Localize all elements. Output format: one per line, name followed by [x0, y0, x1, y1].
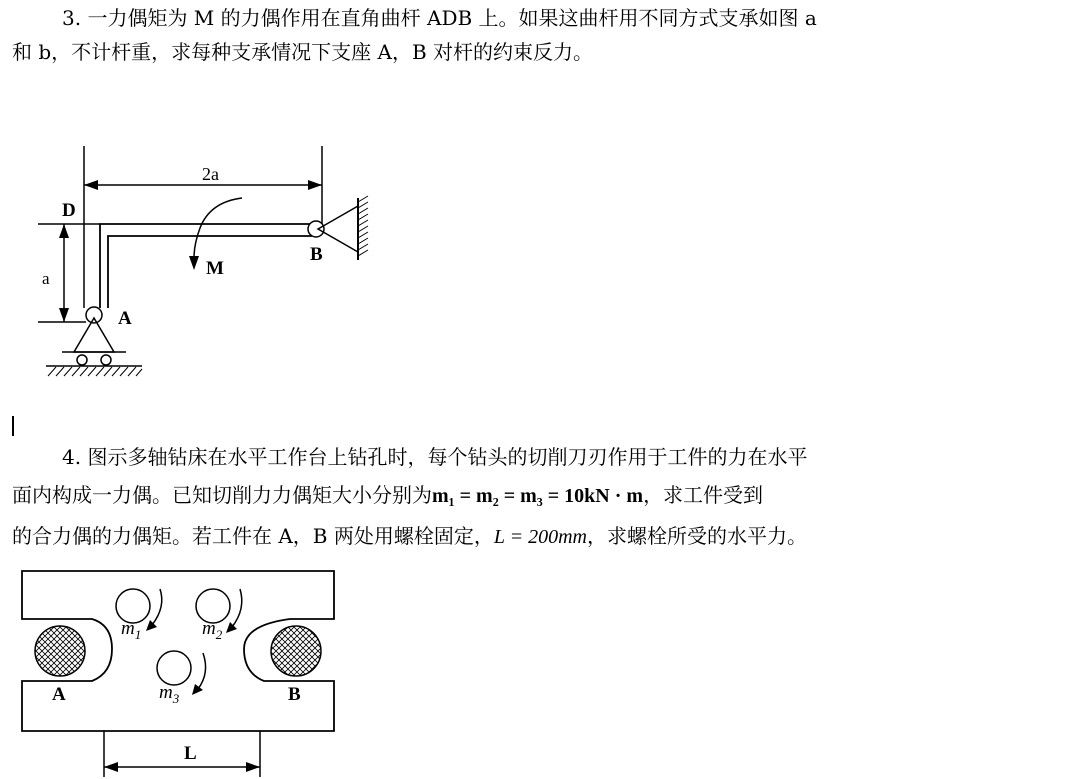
- roller-right: [101, 355, 111, 365]
- label-d: D: [62, 200, 76, 221]
- label-b: B: [288, 684, 301, 705]
- moment-arrowhead-m1: [146, 620, 157, 631]
- moment-arrowhead: [189, 256, 199, 270]
- problem4-text-2b: ，求工件受到: [643, 483, 764, 507]
- problem3-text-1: 一力偶矩为 M 的力偶作用在直角曲杆 ADB 上。如果这曲杆用不同方式支承如图 a: [87, 6, 817, 30]
- problem4-text-2a: 面内构成一力偶。已知切削力力偶矩大小分别为: [12, 483, 432, 507]
- dimension-arrow-right: [308, 180, 322, 190]
- label-m1: $m_1$: [121, 618, 142, 642]
- moment-arrow-m2: [232, 589, 242, 627]
- problem4-line3: [12, 522, 807, 551]
- label-m2: $m_2$: [202, 618, 223, 642]
- dim-a-label: a: [42, 269, 50, 288]
- dim-2a-label: 2a: [202, 164, 219, 184]
- problem4-figure: [0, 567, 360, 779]
- problem4-line2: [12, 481, 763, 510]
- label-m: M: [206, 258, 224, 279]
- problem3-line1: [62, 4, 817, 32]
- wall-b-hatch: [358, 196, 368, 256]
- ground-a-hatch: [48, 367, 142, 376]
- moment-arrow-m1: [152, 589, 162, 625]
- drill-hole-3: [157, 651, 191, 685]
- dimension-arrow-down: [59, 308, 69, 322]
- problem4-text-1: 图示多轴钻床在水平工作台上钻孔时，每个钻头的切削刀刃作用于工件的力在水平: [87, 445, 808, 469]
- moment-formula: m₁ = m₂ = m₃ = 10kN · m: [432, 485, 644, 507]
- dimension-l-arrow-right: [246, 762, 260, 772]
- label-a: A: [52, 684, 66, 705]
- length-formula: L = 200mm: [493, 526, 588, 548]
- roller-left: [77, 355, 87, 365]
- label-b: B: [310, 244, 323, 265]
- problem4-text-3b: ，求螺栓所受的水平力。: [587, 524, 808, 548]
- problem3-figure: [0, 140, 400, 390]
- problem4-line1: [62, 443, 807, 471]
- dimension-arrow-up: [59, 224, 69, 238]
- problem4-number: 4.: [62, 445, 82, 469]
- problem3-number: 3.: [62, 6, 82, 30]
- label-a: A: [118, 308, 132, 329]
- problem4-text-3a: 的合力偶的力偶矩。若工件在 A，B 两处用螺栓固定，: [12, 524, 494, 548]
- text-cursor: [12, 416, 14, 436]
- label-l: L: [184, 743, 197, 764]
- moment-arrow-m3: [198, 653, 206, 689]
- dimension-l-arrow-left: [104, 762, 118, 772]
- moment-arc: [194, 198, 242, 258]
- bolt-b: [271, 626, 321, 676]
- problem3-text-2: 和 b，不计杆重，求每种支承情况下支座 A，B 对杆的约束反力。: [12, 40, 594, 64]
- problem3-line2: [12, 38, 593, 66]
- dimension-arrow-left: [84, 180, 98, 190]
- bolt-a: [35, 626, 85, 676]
- pin-b: [308, 221, 324, 237]
- moment-arrowhead-m2: [226, 622, 237, 633]
- moment-arrowhead-m3: [192, 684, 203, 695]
- label-m3: $m_3$: [159, 682, 180, 706]
- pin-a: [86, 307, 102, 323]
